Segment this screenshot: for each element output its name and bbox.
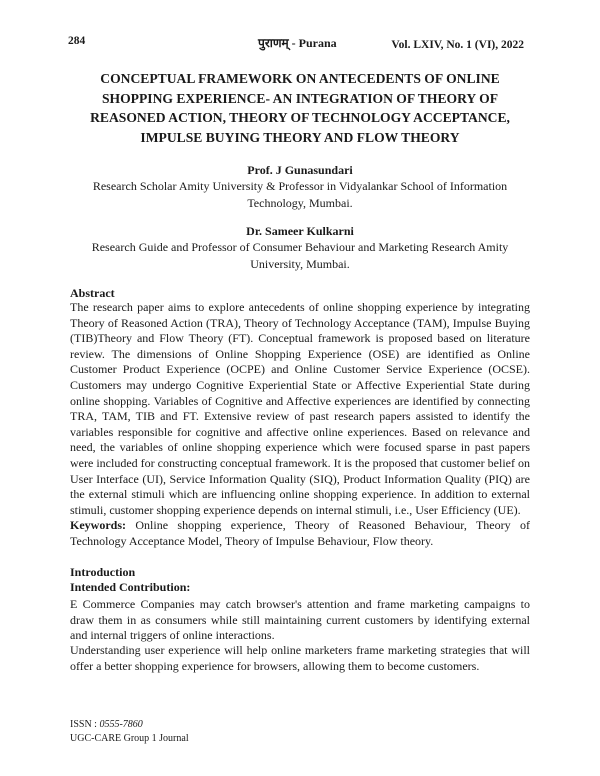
author-name: Dr. Sameer Kulkarni	[246, 224, 354, 238]
keywords	[70, 518, 530, 549]
intended-contribution-heading: Intended Contribution:	[70, 580, 191, 594]
volume-info: Vol. LXIV, No. 1 (VI), 2022	[391, 39, 524, 51]
intro-paragraph: Understanding user experience will help online marketers frame marketing strategies that will offer a better shopping experience for browsers, allowing them to become customers.	[70, 643, 530, 673]
author-affiliation: Research Guide and Professor of Consumer Behaviour and Marketing Research Amity University, Mumbai.	[91, 240, 509, 271]
keywords-text: Online shopping experience, Theory of Reasoned Behaviour, Theory of Technology Acceptance Model, Theory of Impulse Behaviour, Flow theory.	[70, 518, 530, 548]
keywords-label: Keywords:	[70, 518, 126, 532]
paper-title: CONCEPTUAL FRAMEWORK ON ANTECEDENTS OF ONLINE SHOPPING EXPERIENCE- AN INTEGRATION OF THEORY OF REASONED ACTION, THEORY OF TECHNOLOGY ACCEPTANCE, IMPULSE BUYING THEORY AND FLOW THEORY	[90, 71, 510, 145]
page-number: 284	[68, 35, 86, 47]
author-name: Prof. J Gunasundari	[247, 163, 353, 177]
issn-value: 0555-7860	[99, 719, 143, 730]
issn	[70, 719, 143, 730]
introduction-heading: Introduction	[70, 565, 136, 579]
journal-name: पुराणम् - Purana	[258, 36, 337, 50]
author-affiliation: Research Scholar Amity University & Professor in Vidyalankar School of Information Technology, Mumbai.	[92, 179, 508, 210]
abstract-text: The research paper aims to explore antecedents of online shopping experience by integrating Theory of Reasoned Action (TRA), Theory of Technology Acceptance (TAM), Impulse Buying (TIB)Theory and Flow Theory (FT). Conceptual framework is proposed based on literature review. The dimensions of Online Shopping Experience (OSE) are identified as Online Customer Product Experience (OCPE) and Online Customer Service Experience (OCSE). Customers may undergo Cognitive Experiential State or Affective Experiential State during online shopping. Variables of Cognitive and Affective experiences are identified by connecting TRA, TAM, TIB and FT. Extensive review of past research papers assisted to identify the variables responsible for cognitive and affective online experiences. Based on relevance and need, the variables of online shopping experience which were focused sparse in past papers were included for constructing conceptual framework. It is the proposed that customer belief on User Interface (UI), Service Information Quality (SIQ), Product Information Quality (PIQ) are the external stimuli which are influencing online shopping experience. In addition to external stimuli, customer shopping experience depends on internal stimuli, i.e., User Efficiency (UE).	[70, 300, 530, 517]
issn-label: ISSN :	[70, 719, 100, 730]
ugc-care: UGC-CARE Group 1 Journal	[70, 733, 189, 744]
intro-paragraph: E Commerce Companies may catch browser's attention and frame marketing campaigns to draw them in as consumers while still maintaining current customers by identifying external and internal triggers of online interactions.	[70, 597, 530, 643]
abstract-heading: Abstract	[70, 286, 115, 300]
